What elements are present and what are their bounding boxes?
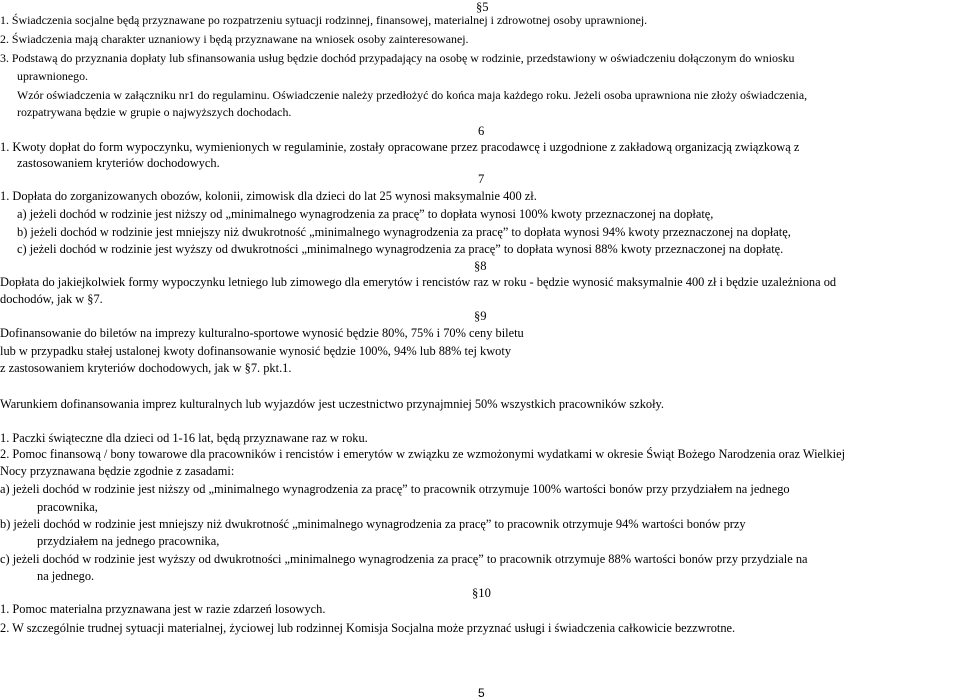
s9b-option-c-line-2: na jednego. [37, 569, 95, 583]
section-heading-8: §8 [474, 259, 487, 273]
s10-item-1: 1. Pomoc materialna przyznawana jest w razie zdarzeń losowych. [0, 602, 326, 616]
section-heading-7: 7 [478, 172, 485, 186]
s9b-item-1: 1. Paczki świąteczne dla dzieci od 1-16 lat, będą przyznawane raz w roku. [0, 431, 368, 445]
page-number: 5 [478, 686, 485, 700]
section-heading-5: §5 [476, 0, 489, 14]
s7-intro: 1. Dopłata do zorganizowanych obozów, kolonii, zimowisk dla dzieci do lat 25 wynosi maksymalnie 400 zł. [0, 189, 537, 203]
s9b-option-b-line-1: b) jeżeli dochód w rodzinie jest mniejszy niż dwukrotność „minimalnego wynagrodzenia za pracę” to pracownik otrzymuje 94% wartości bonów przy [0, 517, 746, 531]
s6-line-1: 1. Kwoty dopłat do form wypoczynku, wymienionych w regulaminie, zostały opracowane przez pracodawcę i uzgodnione z zakładową organizacją związkową z [0, 140, 800, 154]
s5-item-2: 2. Świadczenia mają charakter uznaniowy i będą przyznawane na wniosek osoby zainteresowanej. [0, 32, 469, 46]
section-heading-10: §10 [472, 586, 491, 600]
s9b-option-c-line-1: c) jeżeli dochód w rodzinie jest wyższy od dwukrotności „minimalnego wynagrodzenia za pracę” to pracownik otrzymuje 88% wartości bonów przy przydziale na [0, 552, 808, 566]
s9-line-4: Warunkiem dofinansowania imprez kulturalnych lub wyjazdów jest uczestnictwo przynajmniej 50% wszystkich pracowników szkoły. [0, 397, 665, 411]
s9b-option-a-line-1: a) jeżeli dochód w rodzinie jest niższy od „minimalnego wynagrodzenia za pracę” to pracownik otrzymuje 100% wartości bonów przy przydziałem na jednego [0, 482, 790, 496]
s7-option-b: b) jeżeli dochód w rodzinie jest mniejszy niż dwukrotność „minimalnego wynagrodzenia za pracę” to dopłata wynosi 94% kwoty przeznaczonej na dopłatę, [17, 225, 791, 239]
s7-option-c: c) jeżeli dochód w rodzinie jest wyższy od dwukrotności „minimalnego wynagrodzenia za pracę” to dopłata wynosi 88% kwoty przeznaczonej na dopłatę. [17, 242, 784, 256]
s9-line-2: lub w przypadku stałej ustalonej kwoty dofinansowanie wynosić będzie 100%, 94% lub 88% tej kwoty [0, 344, 512, 358]
s9b-option-b-line-2: przydziałem na jednego pracownika, [37, 534, 220, 548]
s5-item-3-line-2: uprawnionego. [17, 69, 88, 83]
s5-item-3-line-4: rozpatrywana będzie w grupie o najwyższych dochodach. [17, 105, 292, 119]
s5-item-3-line-3: Wzór oświadczenia w załączniku nr1 do regulaminu. Oświadczenie należy przedłożyć do końca maja każdego roku. Jeżeli osoba uprawniona nie złoży oświadczenia, [17, 88, 808, 102]
s8-line-1: Dopłata do jakiejkolwiek formy wypoczynku letniego lub zimowego dla emerytów i rencistów raz w roku - będzie wynosić maksymalnie 400 zł i będzie uzależniona od [0, 275, 837, 289]
s9-line-1: Dofinansowanie do biletów na imprezy kulturalno-sportowe wynosić będzie 80%, 75% i 70% ceny biletu [0, 326, 524, 340]
s5-item-1: 1. Świadczenia socjalne będą przyznawane po rozpatrzeniu sytuacji rodzinnej, finansowej, materialnej i zdrowotnej osoby uprawnionej. [0, 13, 648, 27]
s9b-item-2-line-2: Nocy przyznawana będzie zgodnie z zasadami: [0, 464, 235, 478]
s9b-option-a-line-2: pracownika, [37, 500, 98, 514]
s10-item-2: 2. W szczególnie trudnej sytuacji materialnej, życiowej lub rodzinnej Komisja Socjalna może przyznać usługi i świadczenia całkowicie bezzwrotne. [0, 621, 736, 635]
s9b-item-2-line-1: 2. Pomoc finansową / bony towarowe dla pracowników i rencistów i emerytów w związku ze wzmożonymi wydatkami w okresie Świąt Bożego Narodzenia oraz Wielkiej [0, 447, 846, 461]
s7-option-a: a) jeżeli dochód w rodzinie jest niższy od „minimalnego wynagrodzenia za pracę” to dopłata wynosi 100% kwoty przeznaczonej na dopłatę, [17, 207, 714, 221]
section-heading-6: 6 [478, 124, 485, 138]
s5-item-3-line-1: 3. Podstawą do przyznania dopłaty lub sfinansowania usług będzie dochód przypadający na osobę w rodzinie, przedstawiony w oświadczeniu dołączonym do wniosku [0, 51, 795, 65]
section-heading-9: §9 [474, 309, 487, 323]
s9-line-3: z zastosowaniem kryteriów dochodowych, jak w §7. pkt.1. [0, 361, 292, 375]
s8-line-2: dochodów, jak w §7. [0, 292, 103, 306]
s6-line-2: zastosowaniem kryteriów dochodowych. [17, 156, 220, 170]
